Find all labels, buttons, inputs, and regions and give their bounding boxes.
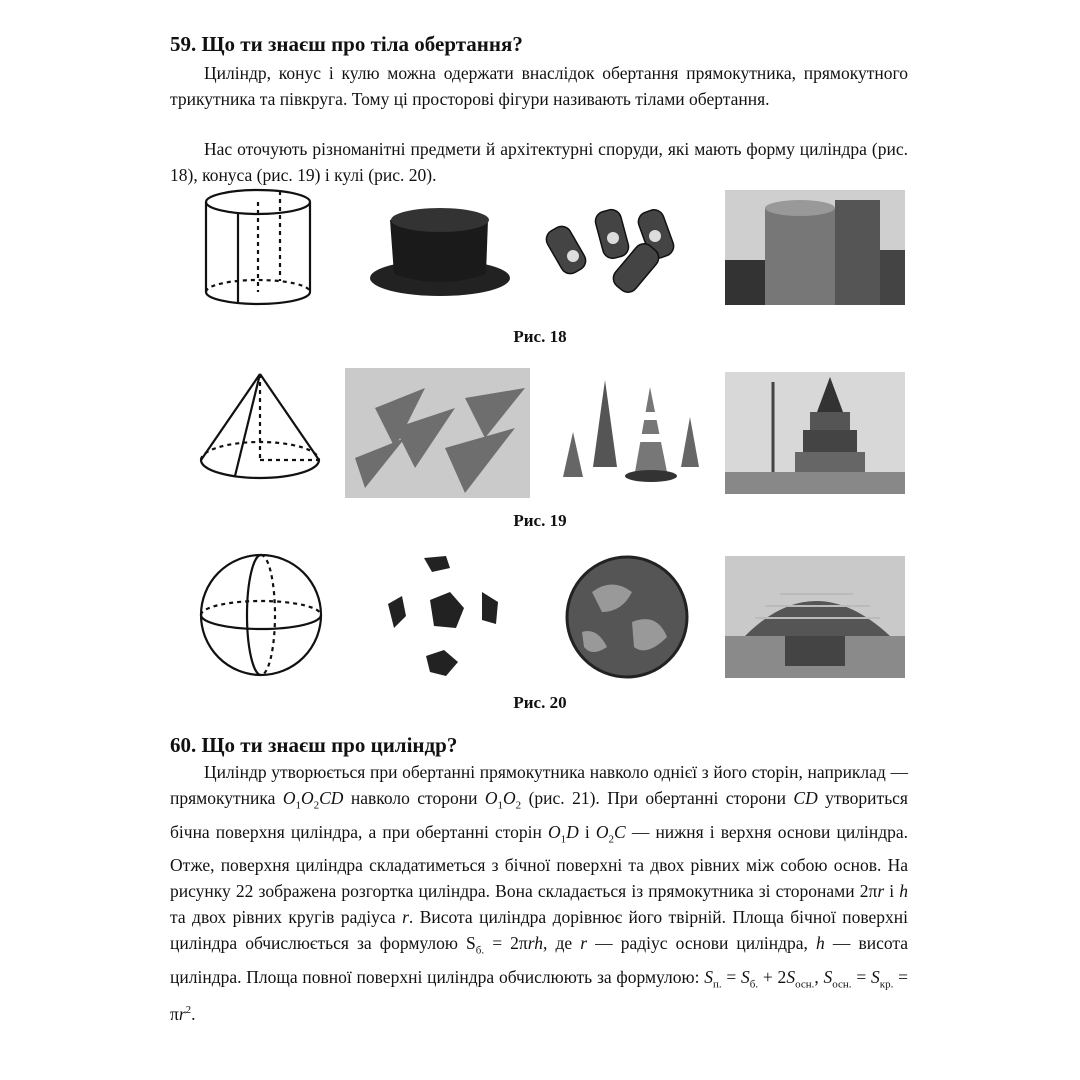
figure-20-caption: Рис. 20 — [513, 693, 567, 712]
section-59-paragraph-1: Циліндр, конус і кулю можна одержати внаслідок обертання прямокутника, прямокутного трикутника та півкруга. Тому ці просторові фігури називають тілами обертання. — [170, 63, 908, 109]
cone-diagram — [195, 370, 325, 500]
cylindrical-building-photo — [725, 190, 905, 305]
section-60-paragraph: Циліндр утворюється при обертанні прямокутника навколо однієї з його сторін, наприклад — прямокутника $O_1O_2CD$ навколо сторони $O_1O_2$ (рис. 21). При обертанні сторони CD утвориться бічна поверхня циліндра, а при обертанні сторін $O_1D$ і $O_2C$ — нижня і верхня основи циліндра. Отже, поверхня циліндра складатиметься з бічної поверхні та двох рівних між собою основ. На рисунку 22 зображена розгортка циліндра. Вона складається із прямокутника зі сторонами 2πr і h та двох рівних кругів радіуса r. Висота циліндра дорівнює його твірній. Площа бічної поверхні циліндра обчислюється за формулою $S_{б.} = 2\pi rh$, де r — радіус основи циліндра, h — висота циліндра. Площа повної поверхні циліндра обчислюють за формулою: $S_{п.} = S_{б.} + 2S_{осн.}$, $S_{осн.} = S_{кр.} = \pi r^2$. — [170, 762, 909, 1024]
ice-cream-cones-photo — [345, 368, 530, 498]
cylinder-diagram — [198, 188, 328, 318]
section-60-heading: 60. Що ти знаєш про циліндр? — [170, 733, 458, 757]
batteries-photo — [543, 196, 703, 300]
section-59-paragraph-2: Нас оточують різноманітні предмети й архітектурні споруди, які мають форму циліндра (рис. 18), конуса (рис. 19) і кулі (рис. 20). — [170, 139, 908, 185]
figure-18-caption: Рис. 18 — [513, 327, 567, 346]
cone-tower-building-photo — [725, 372, 905, 494]
figure-19-caption: Рис. 19 — [513, 511, 567, 530]
top-hat-photo — [368, 200, 513, 300]
section-59-heading: 59. Що ти знаєш про тіла обертання? — [170, 32, 523, 56]
soccer-ball-photo — [380, 552, 510, 682]
traffic-cones-photo — [555, 372, 705, 492]
spherical-building-photo — [725, 556, 905, 678]
earth-globe-photo — [562, 552, 692, 682]
sphere-diagram — [196, 550, 326, 680]
